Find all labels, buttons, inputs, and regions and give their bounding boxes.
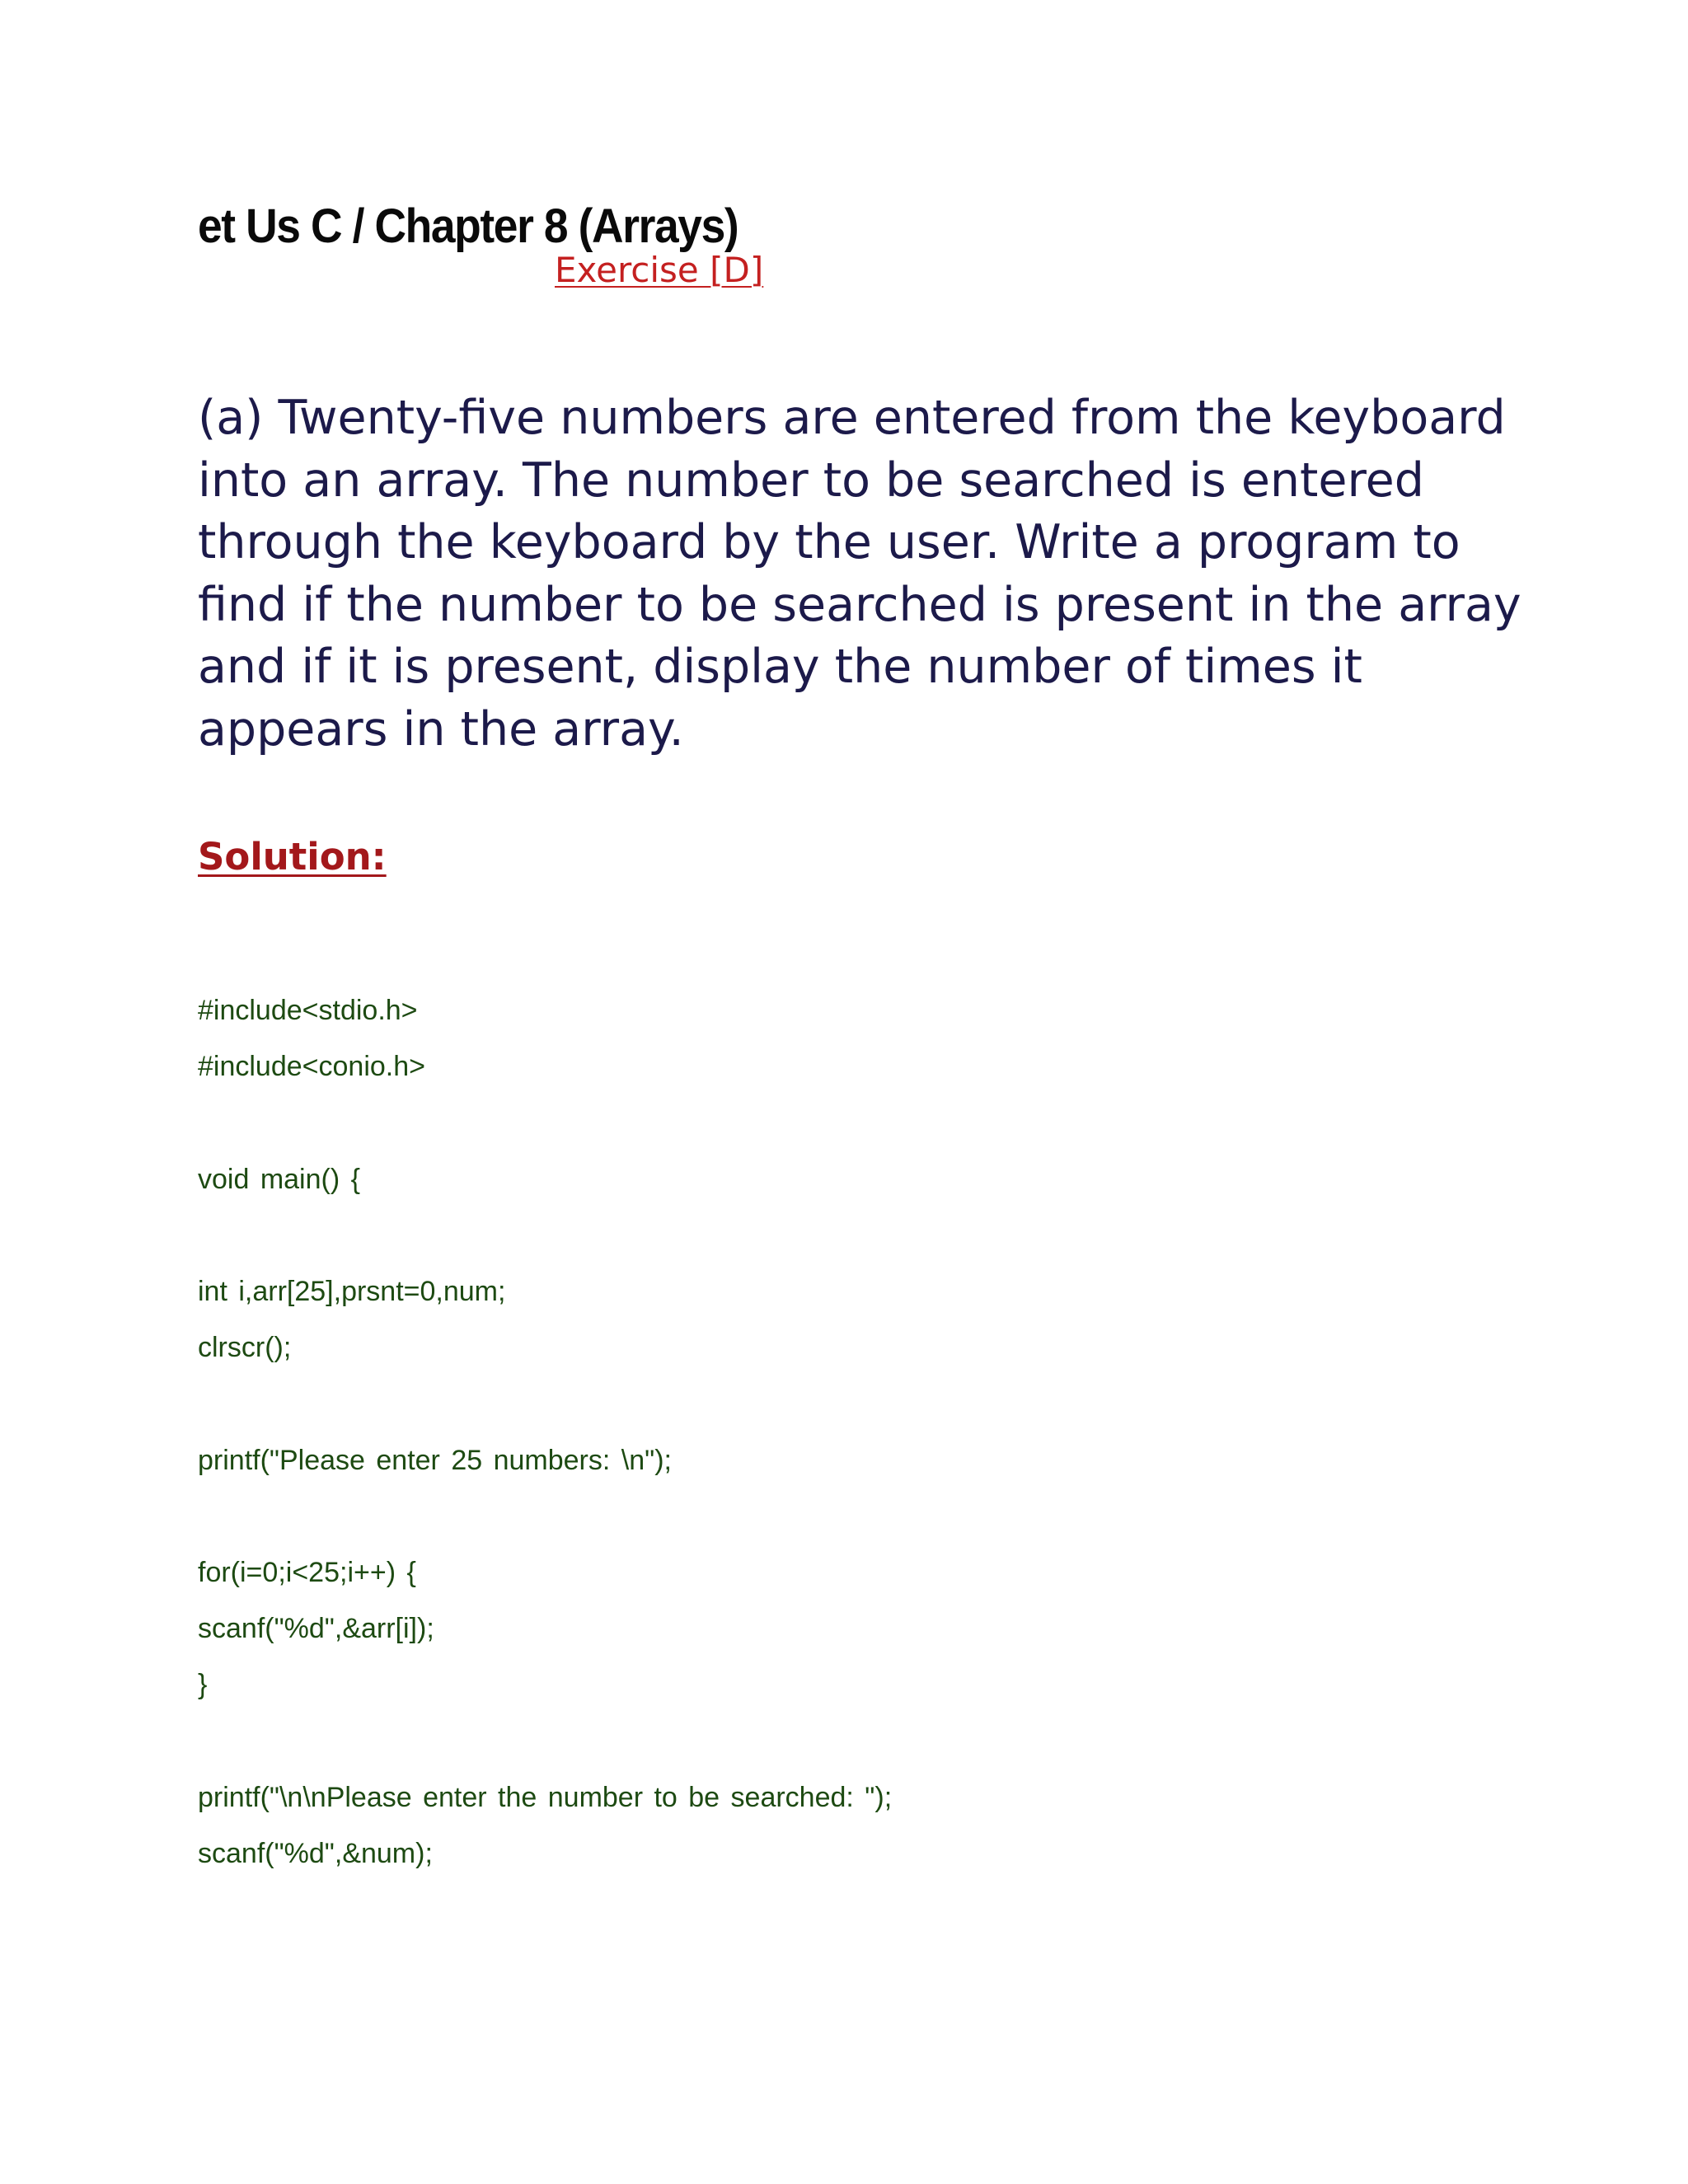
chapter-title: et Us C / Chapter 8 (Arrays): [198, 199, 738, 253]
code-line: }: [198, 1669, 208, 1700]
solution-heading: Solution:: [198, 835, 387, 879]
question-text: (a) Twenty-five numbers are entered from the keyboard into an array. The number to be searched is entered through the keyboard by the user. Write a program to find if the number to be searched is present in the array and if it is present, display the number of times it appears in the array.: [198, 391, 1522, 757]
code-line: scanf("%d",&num);: [198, 1838, 433, 1869]
code-line: #include<conio.h>: [198, 1051, 426, 1082]
code-line: void main() {: [198, 1164, 360, 1195]
code-line: for(i=0;i<25;i++) {: [198, 1557, 416, 1588]
code-line: int i,arr[25],prsnt=0,num;: [198, 1276, 506, 1307]
exercise-label: Exercise [D]: [555, 250, 764, 290]
code-block: [198, 0, 1517, 2184]
code-line: clrscr();: [198, 1332, 292, 1363]
code-line: printf("Please enter 25 numbers: \n");: [198, 1445, 672, 1476]
code-line: printf("\n\nPlease enter the number to be searched: ");: [198, 1782, 893, 1813]
code-line: scanf("%d",&arr[i]);: [198, 1613, 434, 1644]
code-line: #include<stdio.h>: [198, 995, 418, 1026]
